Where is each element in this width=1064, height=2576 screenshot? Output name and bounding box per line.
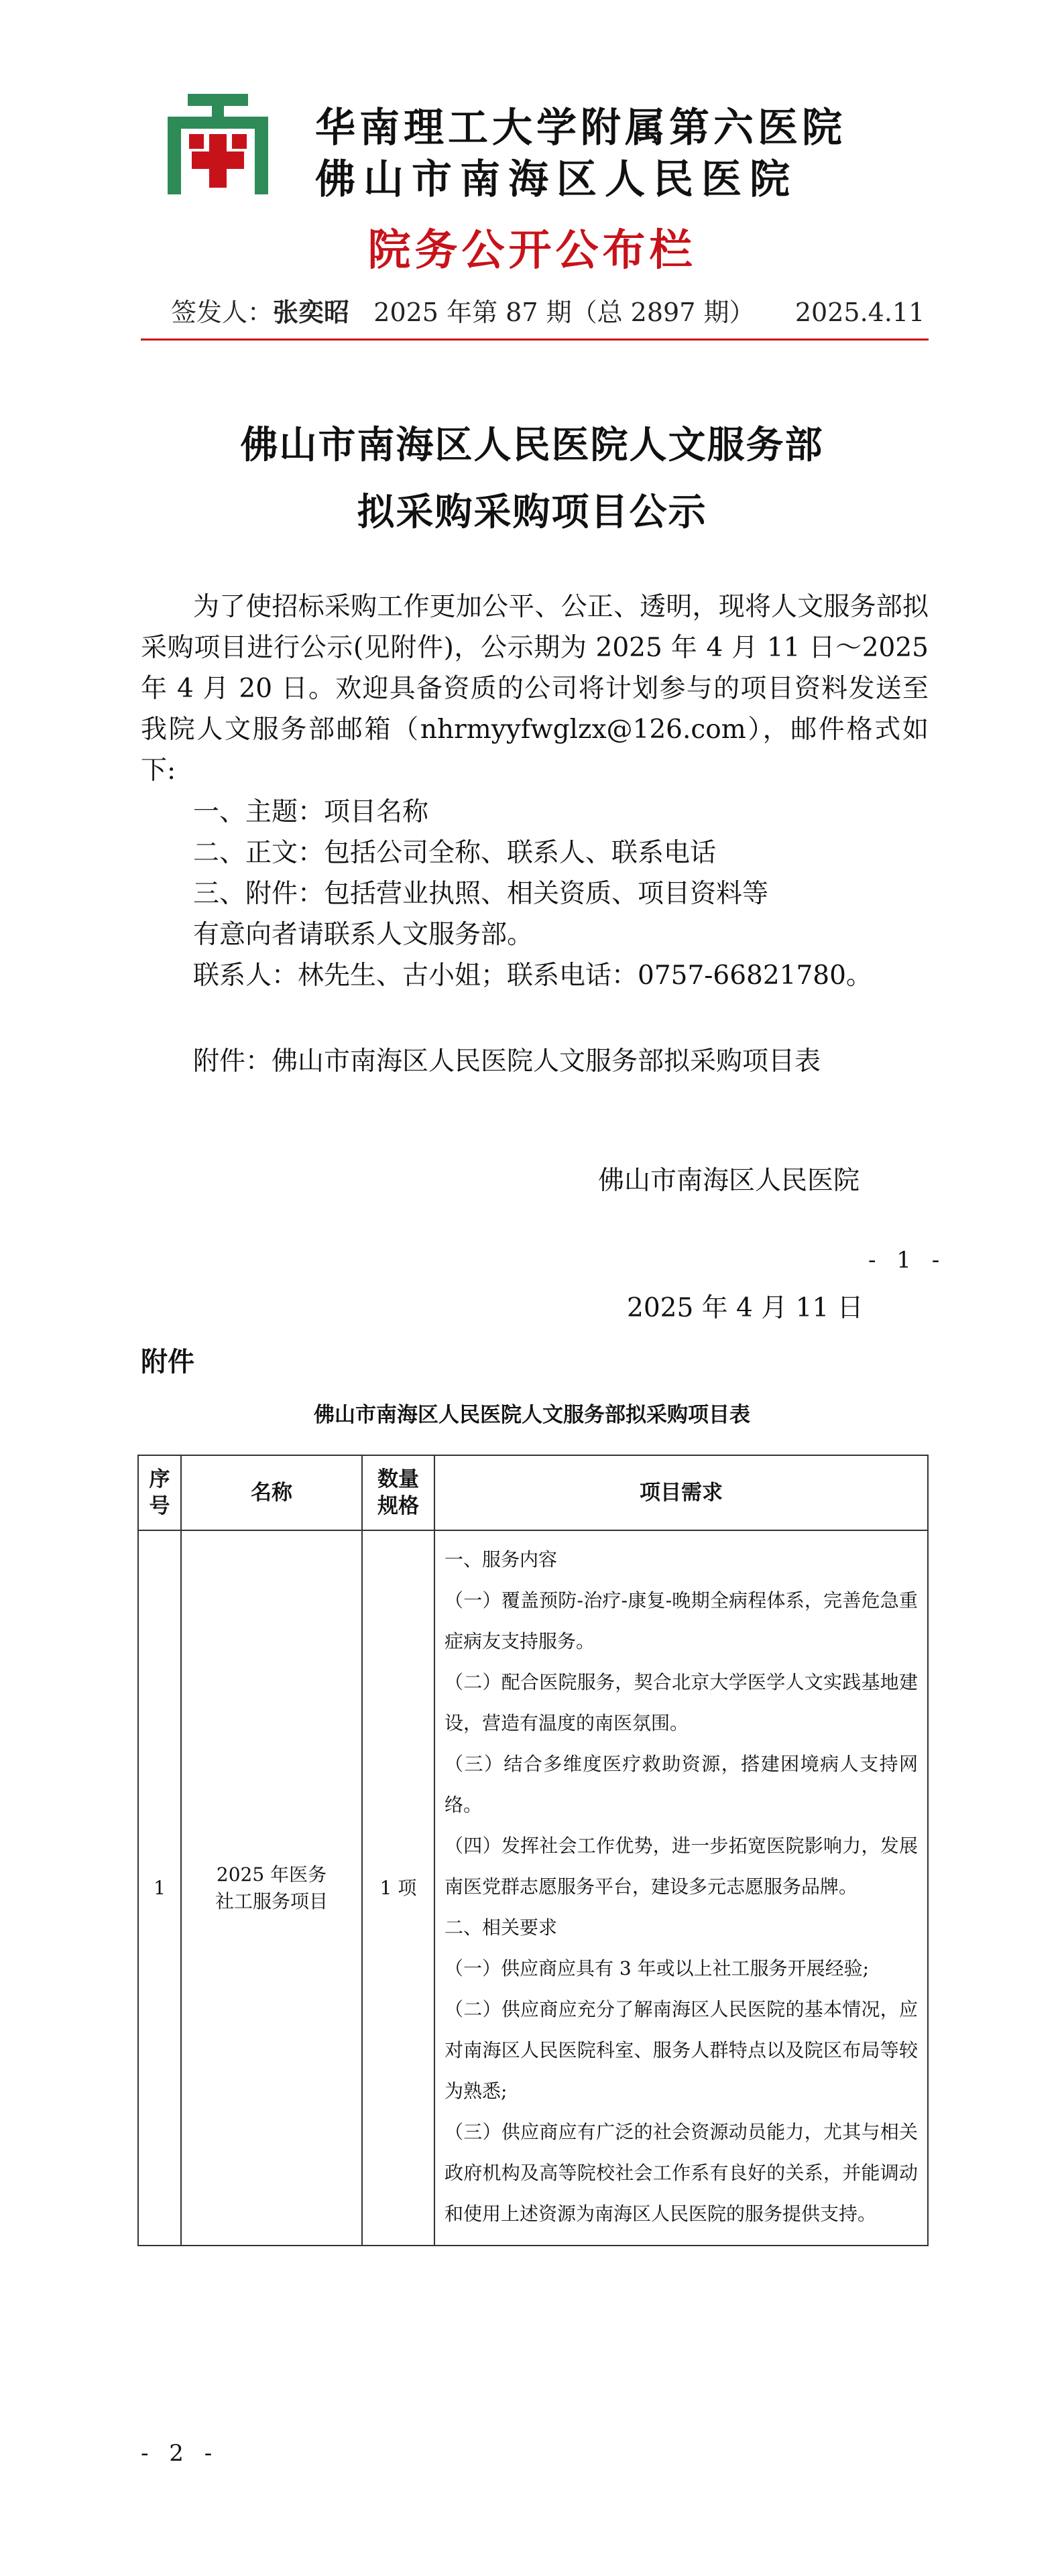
contact-line: 联系人：林先生、古小姐；联系电话：0757-66821780。 [193, 961, 872, 991]
signer-label: 签发人： [171, 298, 274, 327]
signer-name: 张奕昭 [273, 297, 350, 327]
col-header-qty: 数量规格 [362, 1455, 434, 1530]
issue-date: 2025.4.11 [794, 298, 925, 327]
issue-number: 2025 年第 87 期（总 2897 期） [373, 298, 755, 327]
signing-organization: 佛山市南海区人民医院 [598, 1166, 860, 1196]
header-divider [141, 339, 929, 341]
notice-title-line2: 拟采购采购项目公示 [357, 490, 707, 534]
format-item-attachment: 三、附件：包括营业执照、相关资质、项目资料等 [193, 879, 769, 909]
req-section-service: 一、服务内容 [445, 1548, 558, 1571]
req-item: （三）结合多维度医疗救助资源，搭建困境病人支持网络。 [445, 1753, 918, 1816]
page-number-2: - 2 - [141, 2440, 219, 2467]
req-item: （二）供应商应充分了解南海区人民医院的基本情况，应对南海区人民医院科室、服务人群特点以及院区布局等较为熟悉; [445, 1998, 918, 2102]
req-section-requirements: 二、相关要求 [445, 1916, 558, 1939]
col-header-requirements: 项目需求 [434, 1455, 928, 1530]
req-item: （四）发挥社会工作优势，进一步拓宽医院影响力，发展南医党群志愿服务平台，建设多元志愿服务品牌。 [445, 1835, 918, 1898]
signing-date: 2025 年 4 月 11 日 [627, 1293, 864, 1323]
row-qty: 1 项 [362, 1530, 434, 2246]
notice-title-line1: 佛山市南海区人民医院人文服务部 [240, 423, 824, 467]
row-no: 1 [138, 1530, 181, 2246]
table-header-row [138, 1455, 928, 1530]
contact-note: 有意向者请联系人文服务部。 [193, 920, 534, 950]
issue-info-row [171, 292, 935, 328]
bulletin-title: 院务公开公布栏 [367, 226, 697, 275]
hospital-logo-icon [168, 94, 268, 194]
col-header-no: 序号 [138, 1455, 181, 1530]
row-name: 2025 年医务社工服务项目 [181, 1530, 362, 2246]
req-item: （一）供应商应具有 3 年或以上社工服务开展经验; [445, 1957, 870, 1979]
notice-intro-paragraph: 为了使招标采购工作更加公平、公正、透明，现将人文服务部拟采购项目进行公示(见附件)，公示期为 2025 年 4 月 11 日～2025 年 4 月 20 日。欢迎具备资质的公司将计划参与的项目资料发送至我院人文服务部邮箱（nhrmyyfwglzx@126.com），邮件格式如下: [141, 592, 929, 786]
hospital-name-line1: 华南理工大学附属第六医院 [315, 105, 846, 151]
row-requirements [434, 1530, 928, 2246]
req-item: （一）覆盖预防-治疗-康复-晚期全病程体系，完善危急重症病友支持服务。 [445, 1589, 918, 1652]
hospital-name-line2: 佛山市南海区人民医院 [315, 156, 798, 203]
req-item: （三）供应商应有广泛的社会资源动员能力，尤其与相关政府机构及高等院校社会工作系有良好的关系，并能调动和使用上述资源为南海区人民医院的服务提供支持。 [445, 2121, 918, 2225]
attachment-line: 附件：佛山市南海区人民医院人文服务部拟采购项目表 [193, 1046, 821, 1077]
format-item-subject: 一、主题：项目名称 [193, 797, 429, 827]
annex-heading: 附件 [141, 1347, 194, 1377]
format-item-body: 二、正文：包括公司全称、联系人、联系电话 [193, 838, 717, 868]
annex-table-title: 佛山市南海区人民医院人文服务部拟采购项目表 [314, 1403, 750, 1427]
table-row [138, 1530, 928, 2246]
procurement-table [137, 1455, 929, 2246]
col-header-name: 名称 [181, 1455, 362, 1530]
page-number-1: - 1 - [868, 1247, 947, 1274]
req-item: （二）配合医院服务，契合北京大学医学人文实践基地建设，营造有温度的南医氛围。 [445, 1671, 918, 1734]
